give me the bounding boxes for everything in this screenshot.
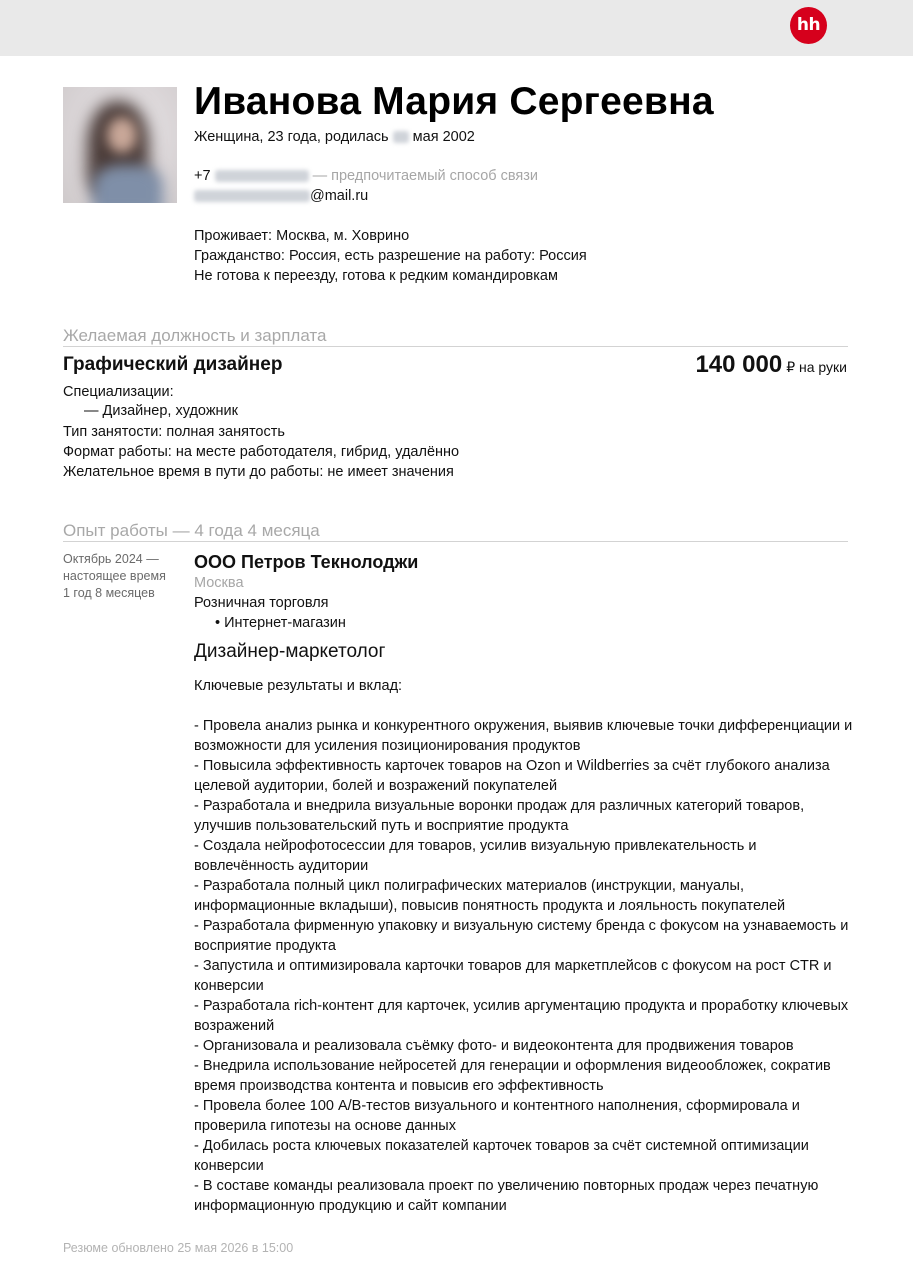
job-duration: 1 год 8 месяцев <box>63 586 155 600</box>
section-title-desired: Желаемая должность и зарплата <box>63 326 327 345</box>
top-bar <box>0 0 913 56</box>
company-city: Москва <box>194 575 244 591</box>
section-divider <box>63 541 848 542</box>
work-format: Формат работы: на месте работодателя, гибрид, удалённо <box>63 444 460 460</box>
job-achievement: - Провела более 100 A/B-тестов визуального и контентного наполнения, сформировала и проверила гипотезы на основе данных <box>194 1098 800 1134</box>
salary-currency: ₽ на руки <box>786 359 847 375</box>
job-achievement: - Внедрила использование нейросетей для генерации и оформления видеообложек, сократив время производства контента и повысив его эффективность <box>194 1058 831 1094</box>
redacted-email-user[interactable] <box>194 190 310 202</box>
job-achievement: - Разработала полный цикл полиграфических материалов (инструкции, мануалы, информационные вкладыши), повысив понятность продукта и лояльность покупателей <box>194 878 786 914</box>
job-description-intro: Ключевые результаты и вклад: <box>194 678 403 694</box>
job-achievement: - Создала нейрофотосессии для товаров, усилив визуальную привлекательность и вовлечённость аудитории <box>194 838 757 874</box>
job-date-start: Октябрь 2024 — <box>63 552 159 566</box>
commute-time: Желательное время в пути до работы: не имеет значения <box>63 464 454 480</box>
company-name: ООО Петров Текнолоджи <box>194 552 419 572</box>
redacted-birth-day <box>393 131 409 143</box>
residence: Проживает: Москва, м. Ховрино <box>194 228 410 244</box>
job-achievement: - Запустила и оптимизировала карточки товаров для маркетплейсов с фокусом на рост CTR и конверсии <box>194 958 832 994</box>
industry-item: • Интернет-магазин <box>215 615 346 631</box>
company-industry: Розничная торговля <box>194 595 329 611</box>
relocation: Не готова к переезду, готова к редким командировкам <box>194 268 558 284</box>
job-achievement: - Добилась роста ключевых показателей карточек товаров за счёт системной оптимизации конверсии <box>194 1138 809 1174</box>
salary <box>695 351 847 379</box>
email-domain[interactable]: @mail.ru <box>310 188 369 204</box>
job-achievement: - Разработала и внедрила визуальные воронки продаж для различных категорий товаров, улучшив пользовательский путь и восприятие продукта <box>194 798 805 834</box>
citizenship: Гражданство: Россия, есть разрешение на работу: Россия <box>194 248 587 264</box>
section-divider <box>63 346 848 347</box>
specialization-item: — Дизайнер, художник <box>84 403 238 419</box>
candidate-name: Иванова Мария Сергеевна <box>194 80 714 123</box>
hh-logo[interactable]: hh <box>790 7 827 44</box>
birth-month-year: мая 2002 <box>412 129 475 145</box>
salary-amount: 140 000 <box>695 351 783 378</box>
job-achievement: - Провела анализ рынка и конкурентного окружения, выявив ключевые точки дифференциации и возможности для усиления позиционирования продуктов <box>194 718 853 754</box>
job-achievement: - Организовала и реализовала съёмку фото- и видеоконтента для продвижения товаров <box>194 1038 794 1054</box>
gender-age <box>194 129 475 145</box>
employment-type: Тип занятости: полная занятость <box>63 424 285 440</box>
job-date-end: настоящее время <box>63 569 166 583</box>
specializations-label: Специализации: <box>63 384 174 400</box>
phone-line <box>194 168 538 184</box>
section-title-experience: Опыт работы — 4 года 4 месяца <box>63 521 320 540</box>
job-achievement: - Разработала фирменную упаковку и визуальную систему бренда с фокусом на узнаваемость и восприятие продукта <box>194 918 849 954</box>
redacted-phone[interactable] <box>215 170 309 182</box>
job-description <box>194 676 859 1216</box>
resume-updated: Резюме обновлено 25 мая 2026 в 15:00 <box>63 1241 294 1255</box>
phone-preference-note: — предпочитаемый способ связи <box>312 168 539 184</box>
phone-prefix: +7 <box>194 168 211 184</box>
desired-position: Графический дизайнер <box>63 354 283 375</box>
email-line <box>194 188 368 204</box>
job-achievement: - Разработала rich-контент для карточек, усилив аргументацию продукта и проработку ключевых возражений <box>194 998 849 1034</box>
job-role: Дизайнер-маркетолог <box>194 641 386 662</box>
gender-age-text: Женщина, 23 года, родилась <box>194 129 389 145</box>
profile-photo <box>63 87 177 203</box>
job-achievement: - Повысила эффективность карточек товаров на Ozon и Wildberries за счёт глубокого анализа целевой аудитории, болей и возражений покупателей <box>194 758 830 794</box>
job-achievement: - В составе команды реализовала проект по увеличению повторных продаж через печатную информационную продукцию и сайт компании <box>194 1178 819 1214</box>
